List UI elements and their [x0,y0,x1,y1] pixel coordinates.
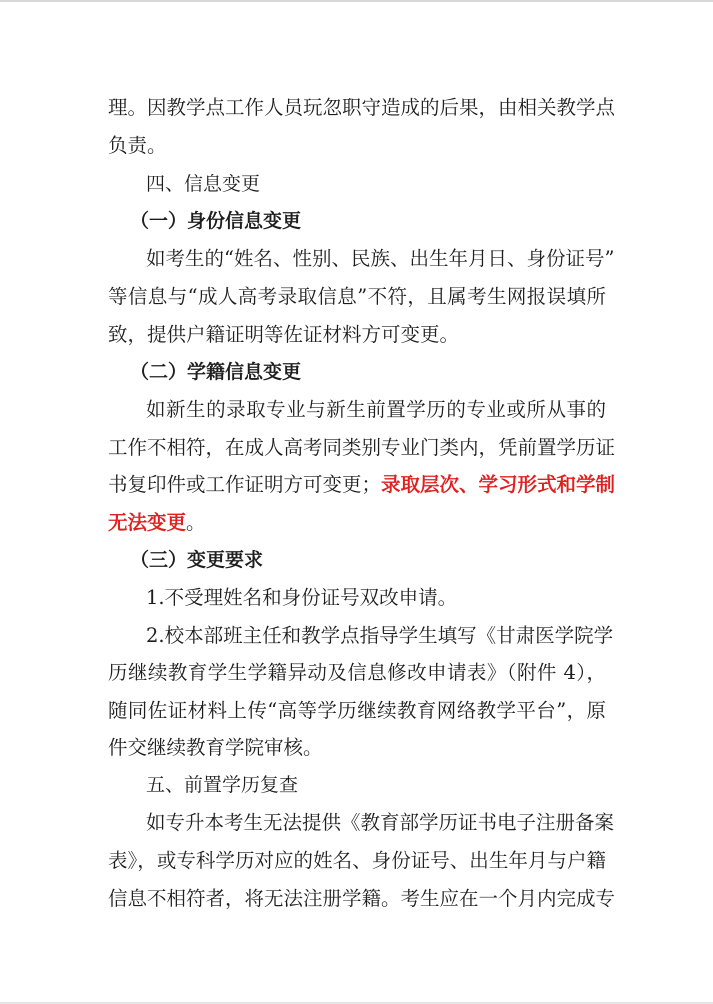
body-text: 。 [186,511,206,534]
highlighted-text: 录取层次、学习形式和学制 [381,473,616,496]
body-line: 如考生的“姓名、性别、民族、出生年月日、身份证号” [146,247,615,270]
body-line: 如专升本考生无法提供《教育部学历证书电子注册备案 [146,811,615,834]
body-line: 历继续教育学生学籍异动及信息修改申请表》（附件 4）， [108,661,606,684]
body-text: 书复印件或工作证明方可变更； [108,473,382,496]
subheading-identity-change: （一）身份信息变更 [130,210,302,232]
subheading-change-requirements: （三）变更要求 [130,549,264,571]
body-line: 工作不相符，在成人高考同类别专业门类内，凭前置学历证 [108,436,616,459]
body-line: 件交继续教育学院审核。 [108,736,323,759]
body-line: 负责。 [108,134,167,157]
body-line-mixed [108,470,616,500]
body-line: 表》，或专科学历对应的姓名、身份证号、出生年月与户籍 [108,849,606,872]
subheading-enrollment-change: （二）学籍信息变更 [130,361,302,383]
body-line: 等信息与“成人高考录取信息”不符，且属考生网报误填所 [108,285,606,308]
body-line: 致，提供户籍证明等佐证材料方可变更。 [108,323,460,346]
body-line: 随同佐证材料上传“高等学历继续教育网络教学平台”，原 [108,699,606,722]
body-line-mixed [108,508,606,538]
body-line: 理。因教学点工作人员玩忽职守造成的后果，由相关教学点 [108,96,616,119]
body-line: 如新生的录取专业与新生前置学历的专业或所从事的 [146,398,606,421]
highlighted-text: 无法变更 [108,511,187,534]
list-item: 2.校本部班主任和教学点指导学生填写《甘肃医学院学 [146,624,614,647]
body-line: 信息不相符者，将无法注册学籍。考生应在一个月内完成专 [108,887,616,910]
section-heading-5: 五、前置学历复查 [146,774,299,796]
list-item: 1.不受理姓名和身份证号双改申请。 [146,586,458,609]
section-heading-4: 四、信息变更 [146,173,261,195]
